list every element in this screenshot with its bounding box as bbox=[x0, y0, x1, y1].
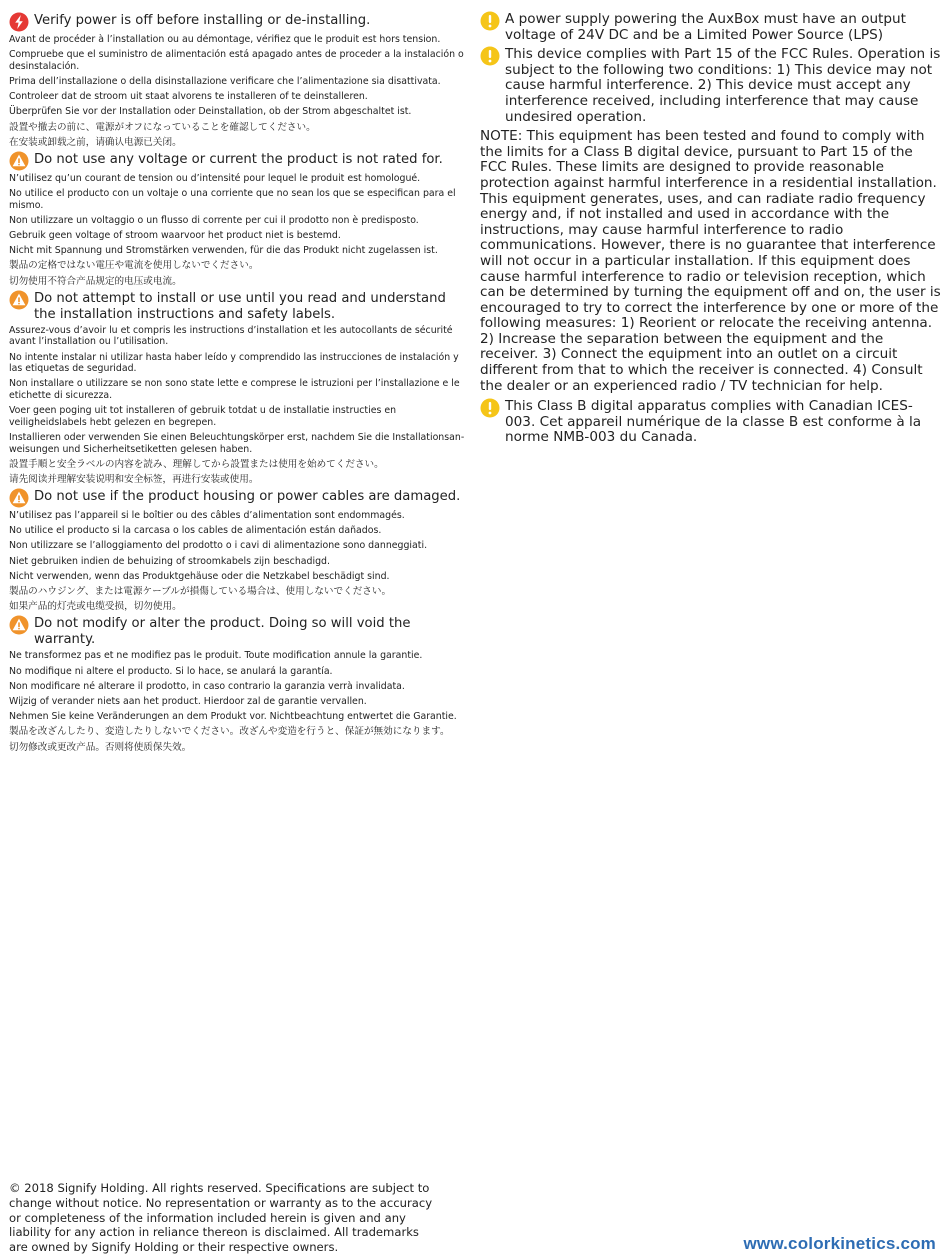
copyright-notice: © 2018 Signify Holding. All rights reserved. Specifications are subject to change without notice. No representation or warranty as to the accuracy or completeness of the information included herein is given and any liability for any action in reliance thereon is disclaimed. All trademarks are owned by Signify Holding or their respective owners. bbox=[9, 1181, 433, 1255]
translation-ja: 設置手順と安全ラベルの内容を読み、理解してから設置または使用を始めてください。 bbox=[9, 458, 384, 470]
translation-it: Non utilizzare un voltaggio o un flusso di corrente per cui il prodotto non è predisposto. bbox=[9, 214, 419, 226]
translation-it: Non modificare né alterare il prodotto, in caso contrario la garanzia verrà invalidata. bbox=[9, 680, 405, 692]
notice-ices bbox=[480, 399, 942, 446]
translation-de: Installieren oder verwenden Sie einen Beleuchtungskörper erst, nachdem Sie die Installationsan-weisungen und Sicherheitsetiketten gelesen haben. bbox=[9, 431, 465, 455]
power-warning-icon bbox=[9, 12, 29, 32]
warning-do-not-modify bbox=[9, 616, 469, 753]
notice-text: A power supply powering the AuxBox must have an output voltage of 24V DC and be a Limited Power Source (LPS) bbox=[505, 11, 906, 43]
warning-heading: Do not modify or alter the product. Doing so will void the warranty. bbox=[34, 616, 411, 648]
warning-read-instructions bbox=[9, 291, 469, 486]
translation-nl: Controleer dat de stroom uit staat alvorens te installeren of te deinstalleren. bbox=[9, 91, 368, 103]
translation-it: Non installare o utilizzare se non sono state lette e comprese le istruzioni per l’installazione e le etichette di sicurezza. bbox=[9, 378, 460, 401]
translation-de: Nehmen Sie keine Veränderungen an dem Produkt vor. Nichtbeachtung entwertet die Garantie. bbox=[9, 711, 457, 723]
translation-ja: 製品を改ざんしたり、変造したりしないでください。改ざんや変造を行うと、保証が無効になります。 bbox=[9, 726, 450, 738]
translation-ja: 製品の定格ではない電圧や電流を使用しないでください。 bbox=[9, 260, 259, 272]
translation-de: Überprüfen Sie vor der Installation oder Deinstallation, ob der Strom abgeschaltet ist. bbox=[9, 106, 412, 118]
warning-voltage-rating bbox=[9, 152, 469, 287]
warning-power-off bbox=[9, 13, 469, 148]
translation-fr: Avant de procéder à l’installation ou au démontage, vérifiez que le produit est hors tension. bbox=[9, 34, 441, 45]
warning-heading: Verify power is off before installing or de-installing. bbox=[34, 13, 371, 28]
translation-zh: 如果产品的灯壳或电缆受损，切勿使用。 bbox=[9, 601, 182, 613]
translation-fr: Assurez-vous d’avoir lu et compris les instructions d’installation et les autocollants de sécurité avant l’installation ou l’utilisation. bbox=[9, 324, 453, 348]
translation-ja: 設置や撤去の前に、電源がオフになっていることを確認してください。 bbox=[9, 121, 316, 133]
translation-es: Compruebe que el suministro de alimentación está apagado antes de proceder a la instalación o desinstalación. bbox=[9, 49, 464, 72]
translation-fr: N’utilisez qu’un courant de tension ou d’intensité pour lequel le produit est homologué. bbox=[9, 172, 421, 184]
translation-it: Non utilizzare se l’alloggiamento del prodotto o i cavi di alimentazione sono danneggiati. bbox=[9, 540, 428, 552]
warning-triangle-icon bbox=[9, 290, 29, 310]
translation-zh: 在安装或卸载之前，请确认电源已关闭。 bbox=[9, 136, 182, 148]
translation-es: No modifique ni altere el producto. Si lo hace, se anulará la garantía. bbox=[9, 665, 333, 677]
translation-list bbox=[9, 325, 469, 486]
exclamation-icon bbox=[480, 11, 500, 31]
translation-es: No utilice el producto con un voltaje o una corriente que no sean los que se especifican para el mismo. bbox=[9, 188, 456, 211]
warning-damaged-housing bbox=[9, 489, 469, 613]
exclamation-icon bbox=[480, 398, 500, 418]
translation-fr: Ne transformez pas et ne modifiez pas le produit. Toute modification annule la garantie. bbox=[9, 650, 423, 662]
translation-zh: 切勿修改或更改产品。否则将使质保失效。 bbox=[9, 741, 192, 753]
warning-heading: Do not attempt to install or use until you read and understand the installation instructions and safety labels. bbox=[34, 290, 446, 322]
translation-list bbox=[9, 650, 469, 753]
warning-triangle-icon bbox=[9, 151, 29, 171]
translation-nl: Wijzig of verander niets aan het product. Hierdoor zal de garantie vervallen. bbox=[9, 695, 367, 707]
warning-heading: Do not use any voltage or current the product is not rated for. bbox=[34, 151, 443, 167]
translation-zh: 请先阅读并理解安装说明和安全标签，再进行安装或使用。 bbox=[9, 473, 259, 485]
translation-it: Prima dell’installazione o della disinstallazione verificare che l’alimentazione sia disattivata. bbox=[9, 75, 441, 87]
notice-text: This Class B digital apparatus complies with Canadian ICES-003. Cet appareil numérique de la classe B est conforme à la norme NMB-003 du Canada. bbox=[505, 398, 922, 446]
regulatory-notices-column bbox=[480, 12, 942, 450]
translation-es: No utilice el producto si la carcasa o los cables de alimentación están dañados. bbox=[9, 525, 382, 537]
warning-heading: Do not use if the product housing or power cables are damaged. bbox=[34, 489, 461, 505]
translation-de: Nicht mit Spannung und Stromstärken verwenden, für die das Produkt nicht zugelassen ist. bbox=[9, 245, 438, 257]
website-link[interactable]: www.colorkinetics.com bbox=[743, 1234, 936, 1253]
notice-fcc bbox=[480, 47, 942, 125]
notice-text: This device complies with Part 15 of the FCC Rules. Operation is subject to the following two conditions: 1) This device may not cause harmful interference. 2) This device must accept any interference received, including interference that may cause undesired operation. bbox=[505, 46, 941, 125]
translation-zh: 切勿使用不符合产品规定的电压或电流。 bbox=[9, 275, 182, 287]
notice-power-supply bbox=[480, 12, 942, 43]
translation-list bbox=[9, 510, 469, 613]
warning-triangle-icon bbox=[9, 488, 29, 508]
translation-es: No intente instalar ni utilizar hasta haber leído y comprendido las instrucciones de instalación y las etiquetas de seguridad. bbox=[9, 351, 459, 375]
warning-triangle-icon bbox=[9, 615, 29, 635]
translation-fr: N’utilisez pas l’appareil si le boîtier ou des câbles d’alimentation sont endommagés. bbox=[9, 510, 405, 522]
translation-de: Nicht verwenden, wenn das Produktgehäuse oder die Netzkabel beschädigt sind. bbox=[9, 570, 390, 582]
translation-nl: Voer geen poging uit tot installeren of gebruik totdat u de installatie instructies en veiligheidslabels hebt gelezen en begrepen. bbox=[9, 405, 397, 428]
exclamation-icon bbox=[480, 46, 500, 66]
safety-warnings-column bbox=[9, 13, 469, 757]
translation-list bbox=[9, 173, 469, 287]
fcc-note-text: NOTE: This equipment has been tested and found to comply with the limits for a Class B digital device, pursuant to Part 15 of the FCC Rules. These limits are designed to provide reasonable protection against harmful interference in a residential installation. This equipment generates, uses, and can radiate radio frequency energy and, if not installed and used in accordance with the instructions, may cause harmful interference to radio communications. However, there is no guarantee that interference will not occur in a particular installation. If this equipment does cause harmful interference to radio or television reception, which can be determined by turning the equipment off and on, the user is encouraged to try to correct the interference by one or more of the following measures: 1) Reorient or relocate the receiving antenna. 2) Increase the separation between the equipment and the receiver. 3) Connect the equipment into an outlet on a circuit different from that to which the receiver is connected. 4) Consult the dealer or an experienced radio / TV technician for help. bbox=[480, 128, 941, 394]
translation-nl: Gebruik geen voltage of stroom waarvoor het product niet is bestemd. bbox=[9, 230, 341, 242]
translation-ja: 製品のハウジング、または電源ケーブルが損傷している場合は、使用しないでください。 bbox=[9, 586, 392, 598]
translation-nl: Niet gebruiken indien de behuizing of stroomkabels zijn beschadigd. bbox=[9, 555, 330, 567]
translation-list bbox=[9, 34, 469, 148]
